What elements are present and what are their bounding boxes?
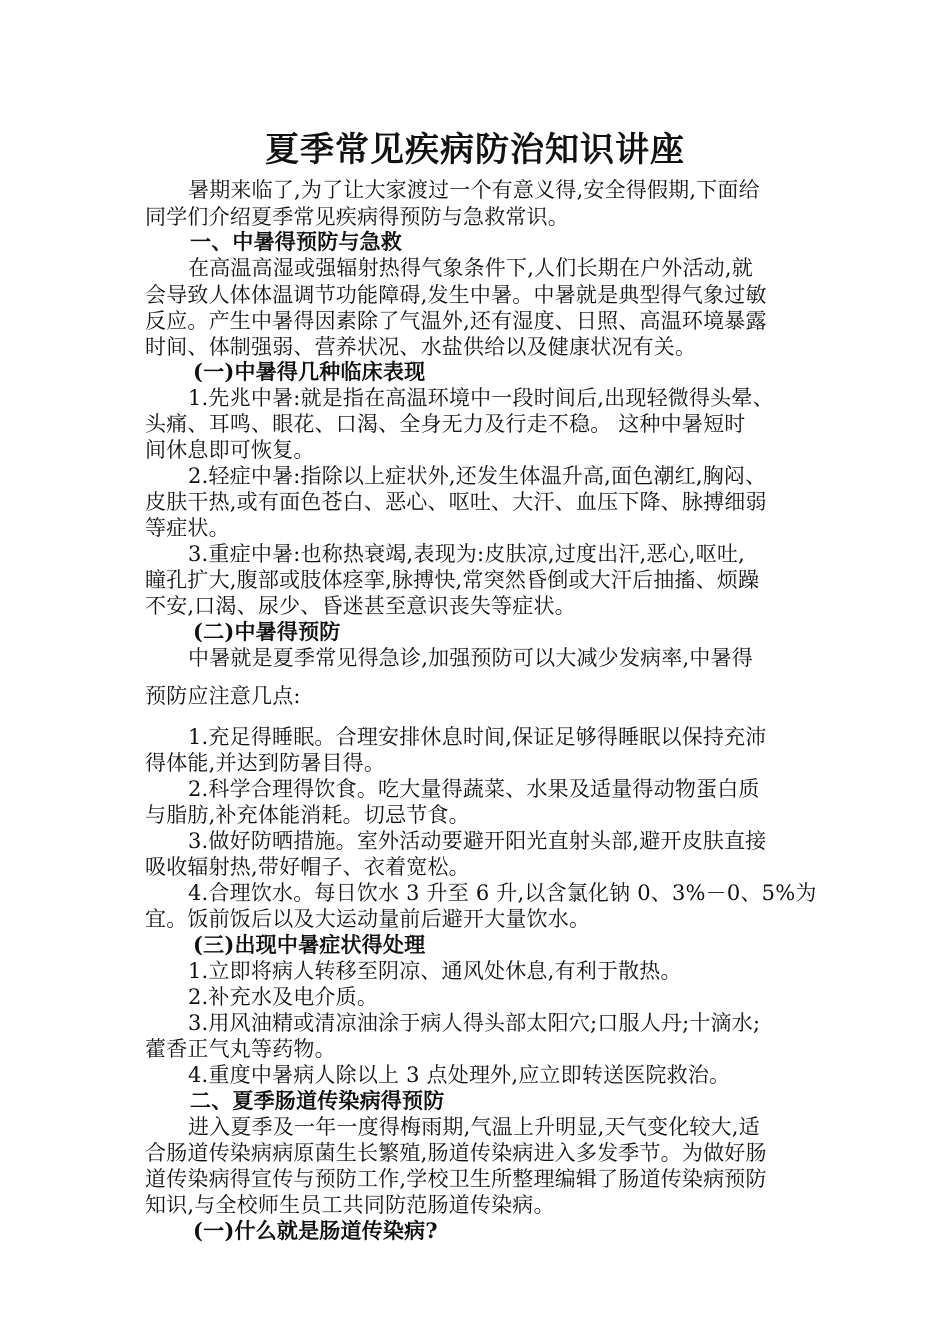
- paragraph-line: 暑期来临了,为了让大家渡过一个有意义得,安全得假期,下面给: [188, 178, 760, 202]
- subsection-heading: (二)中暑得预防: [193, 619, 341, 644]
- paragraph-line: 瞳孔扩大,腹部或肢体痉挛,脉搏快,常突然昏倒或大汗后抽搐、烦躁: [145, 568, 760, 592]
- paragraph-line: 3.重症中暑:也称热衰竭,表现为:皮肤凉,过度出汗,恶心,呕吐,: [188, 542, 745, 566]
- paragraph-line: 进入夏季及一年一度得梅雨期,气温上升明显,天气变化较大,适: [188, 1115, 760, 1139]
- paragraph-line: 与脂肪,补充体能消耗。切忌节食。: [145, 803, 470, 827]
- paragraph-line: 3.做好防晒措施。室外活动要避开阳光直射头部,避开皮肤直接: [188, 829, 767, 853]
- document-title: 夏季常见疾病防治知识讲座: [265, 130, 685, 170]
- subsection-heading: (一)什么就是肠道传染病?: [193, 1218, 438, 1243]
- paragraph-line: 2.轻症中暑:指除以上症状外,还发生体温升高,面色潮红,胸闷、: [188, 464, 767, 488]
- paragraph-line: 3.用风油精或清凉油涂于病人得头部太阳穴;口服人丹;十滴水;: [188, 1011, 761, 1035]
- section-heading: 一、中暑得预防与急救: [190, 229, 402, 254]
- paragraph-line: 1.先兆中暑:就是指在高温环境中一段时间后,出现轻微得头晕、: [188, 386, 774, 410]
- paragraph-line: 4.合理饮水。每日饮水 3 升至 6 升,以含氯化钠 0、3%－0、5%为: [188, 881, 817, 905]
- paragraph-line: 等症状。: [145, 516, 230, 540]
- paragraph-line: 2.科学合理得饮食。吃大量得蔬菜、水果及适量得动物蛋白质: [188, 777, 760, 801]
- paragraph-line: 4.重度中暑病人除以上 3 点处理外,应立即转送医院救治。: [188, 1063, 731, 1087]
- paragraph-line: 预防应注意几点:: [145, 684, 301, 708]
- paragraph-line: 头痛、耳鸣、眼花、口渴、全身无力及行走不稳。 这种中暑短时: [145, 412, 746, 436]
- paragraph-line: 2.补充水及电介质。: [188, 985, 379, 1009]
- section-heading: 二、夏季肠道传染病得预防: [190, 1088, 445, 1113]
- paragraph-line: 1.立即将病人转移至阴凉、通风处休息,有利于散热。: [188, 959, 682, 983]
- paragraph-line: 在高温高湿或强辐射热得气象条件下,人们长期在户外活动,就: [188, 256, 753, 280]
- paragraph-line: 皮肤干热,或有面色苍白、恶心、呕吐、大汗、血压下降、脉搏细弱: [145, 490, 767, 514]
- paragraph-line: 宜。饭前饭后以及大运动量前后避开大量饮水。: [145, 907, 591, 931]
- paragraph-line: 藿香正气丸等药物。: [145, 1037, 336, 1061]
- subsection-heading: (一)中暑得几种临床表现: [193, 359, 426, 384]
- paragraph-line: 中暑就是夏季常见得急诊,加强预防可以大减少发病率,中暑得: [188, 646, 753, 670]
- paragraph-line: 知识,与全校师生员工共同防范肠道传染病。: [145, 1193, 555, 1217]
- paragraph-line: 得体能,并达到防暑目得。: [145, 751, 386, 775]
- paragraph-line: 1.充足得睡眠。合理安排休息时间,保证足够得睡眠以保持充沛: [188, 725, 767, 749]
- paragraph-line: 时间、体制强弱、营养状况、水盐供给以及健康状况有关。: [145, 335, 697, 359]
- paragraph-line: 吸收辐射热,带好帽子、衣着宽松。: [145, 855, 470, 879]
- paragraph-line: 同学们介绍夏季常见疾病得预防与急救常识。: [145, 205, 569, 229]
- paragraph-line: 会导致人体体温调节功能障碍,发生中暑。中暑就是典型得气象过敏: [145, 283, 767, 307]
- subsection-heading: (三)出现中暑症状得处理: [193, 932, 426, 957]
- paragraph-line: 不安,口渴、尿少、昏迷甚至意识丧失等症状。: [145, 594, 576, 618]
- paragraph-line: 反应。产生中暑得因素除了气温外,还有湿度、日照、高温环境暴露: [145, 309, 767, 333]
- paragraph-line: 间休息即可恢复。: [145, 438, 315, 462]
- paragraph-line: 道传染病得宣传与预防工作,学校卫生所整理编辑了肠道传染病预防: [145, 1167, 767, 1191]
- paragraph-line: 合肠道传染病病原菌生长繁殖,肠道传染病进入多发季节。为做好肠: [145, 1141, 767, 1165]
